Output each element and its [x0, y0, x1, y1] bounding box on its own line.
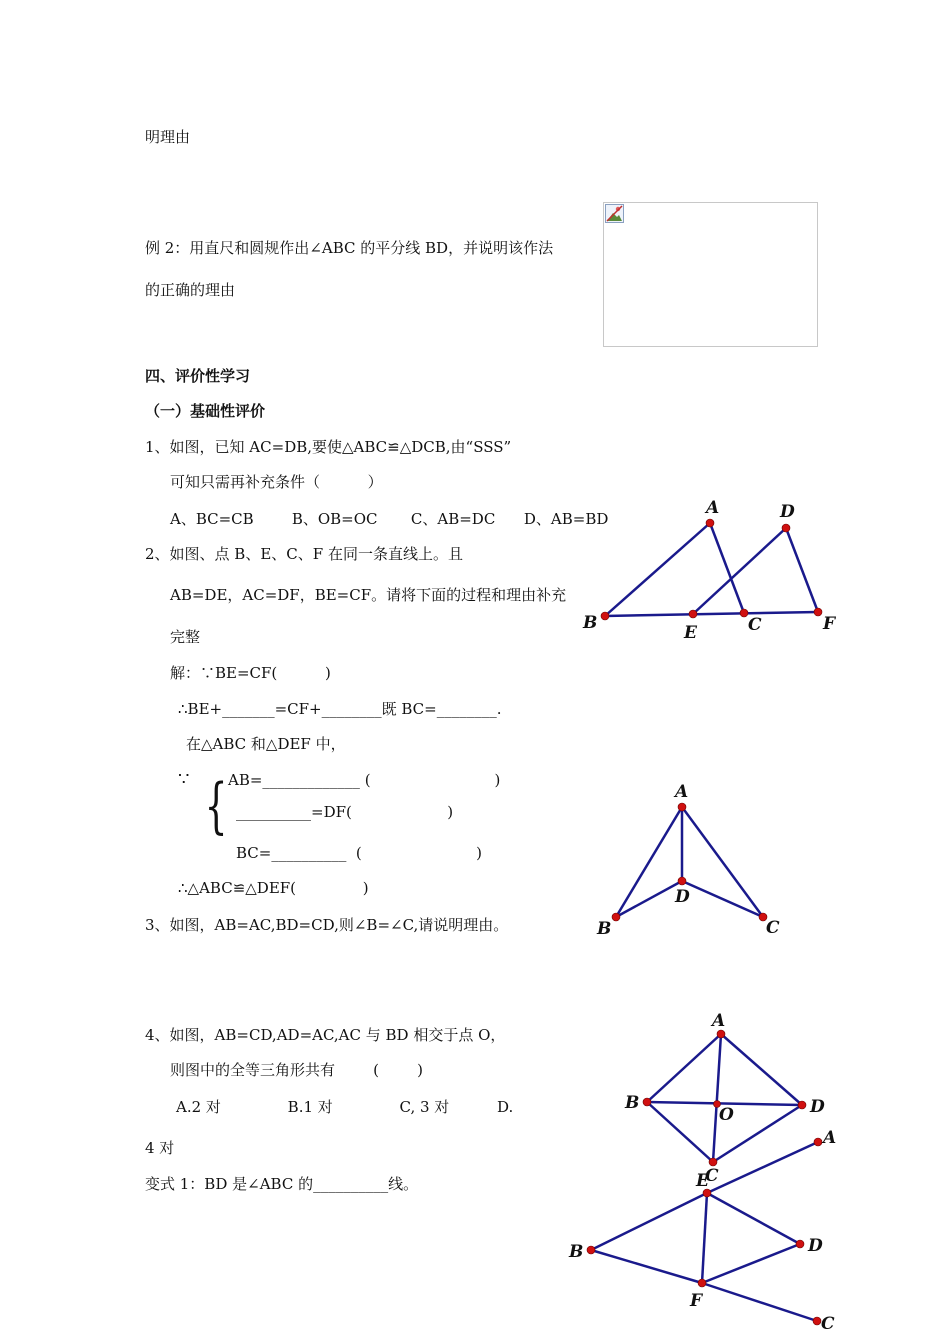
text-line: __________=DF( )	[236, 803, 454, 821]
label-c: C	[766, 918, 780, 938]
text-line: AB=DE，AC=DF，BE=CF。请将下面的过程和理由补充	[170, 586, 567, 604]
point-f	[814, 608, 822, 616]
point-d	[798, 1101, 806, 1109]
label-b: B	[597, 919, 612, 939]
question-4-options: A.2 对 B.1 对 C, 3 对 D.	[176, 1098, 514, 1116]
question-1-options: A、BC=CB B、OB=OC C、AB=DC D、AB=BD	[170, 510, 609, 528]
text-line: 4 对	[145, 1139, 175, 1157]
point-d	[796, 1240, 804, 1248]
text-line: AB=_____________ ( )	[228, 771, 501, 789]
text-line: 完整	[170, 628, 201, 646]
text-line: ∴BE+_______=CF+________既 BC=________.	[178, 700, 502, 718]
text-line: BC=__________ ( )	[236, 844, 483, 862]
point-b	[587, 1246, 595, 1254]
label-c: C	[821, 1314, 835, 1334]
text-line: 则图中的全等三角形共有 ( )	[170, 1061, 423, 1079]
point-b	[601, 612, 609, 620]
question-1: 1、如图，已知 AC=DB,要使△ABC≌△DCB,由“SSS”	[145, 438, 512, 456]
question-2: 2、如图、点 B、E、C、F 在同一条直线上。且	[145, 545, 463, 563]
label-b: B	[569, 1242, 584, 1262]
label-b: B	[583, 613, 598, 633]
text-line: 的正确的理由	[145, 281, 236, 299]
brace: {	[204, 771, 228, 841]
subsection-heading: （一）基础性评价	[145, 402, 266, 420]
label-a: A	[675, 782, 689, 802]
text-line: 可知只需再补充条件（ ）	[170, 473, 383, 491]
point-c	[813, 1317, 821, 1325]
label-b: B	[625, 1093, 640, 1113]
label-e: E	[696, 1171, 709, 1191]
label-f: F	[823, 614, 836, 634]
label-f: F	[690, 1291, 703, 1311]
label-d: D	[780, 502, 795, 522]
text-line: ∴△ABC≌△DEF( )	[178, 879, 369, 897]
text-line: 例 2：用直尺和圆规作出∠ABC 的平分线 BD，并说明该作法	[145, 239, 554, 257]
figure-4-angle-bisector	[560, 1125, 850, 1340]
point-b	[612, 913, 620, 921]
label-a: A	[823, 1128, 837, 1148]
because-symbol: ∵	[178, 769, 190, 790]
image-placeholder	[603, 202, 818, 347]
point-c	[740, 609, 748, 617]
label-e: E	[684, 623, 697, 643]
label-d: D	[675, 887, 690, 907]
figure-1-triangles-abc-def	[575, 495, 845, 645]
label-a: A	[712, 1011, 726, 1031]
point-d	[782, 524, 790, 532]
label-d: D	[808, 1236, 823, 1256]
text-line: 明理由	[145, 128, 191, 146]
point-a	[678, 803, 686, 811]
question-4: 4、如图，AB=CD,AD=AC,AC 与 BD 相交于点 O，	[145, 1026, 506, 1044]
broken-image-icon	[605, 204, 624, 223]
question-3: 3、如图，AB=AC,BD=CD,则∠B=∠C,请说明理由。	[145, 916, 509, 934]
text-line: 在△ABC 和△DEF 中，	[186, 735, 346, 753]
label-d: D	[810, 1097, 825, 1117]
label-c: C	[705, 1166, 719, 1186]
point-d	[678, 877, 686, 885]
label-c: C	[748, 615, 762, 635]
figure-2-triangle-abc-with-d	[590, 780, 790, 940]
section-heading: 四、评价性学习	[145, 367, 251, 385]
label-o: O	[719, 1105, 734, 1125]
point-a	[706, 519, 714, 527]
point-a	[814, 1138, 822, 1146]
text-line: 解：∵BE=CF( )	[170, 664, 331, 682]
point-b	[643, 1098, 651, 1106]
label-a: A	[706, 498, 720, 518]
point-a	[717, 1030, 725, 1038]
point-f	[698, 1279, 706, 1287]
point-e	[689, 610, 697, 618]
variant-1: 变式 1：BD 是∠ABC 的__________线。	[145, 1175, 419, 1193]
